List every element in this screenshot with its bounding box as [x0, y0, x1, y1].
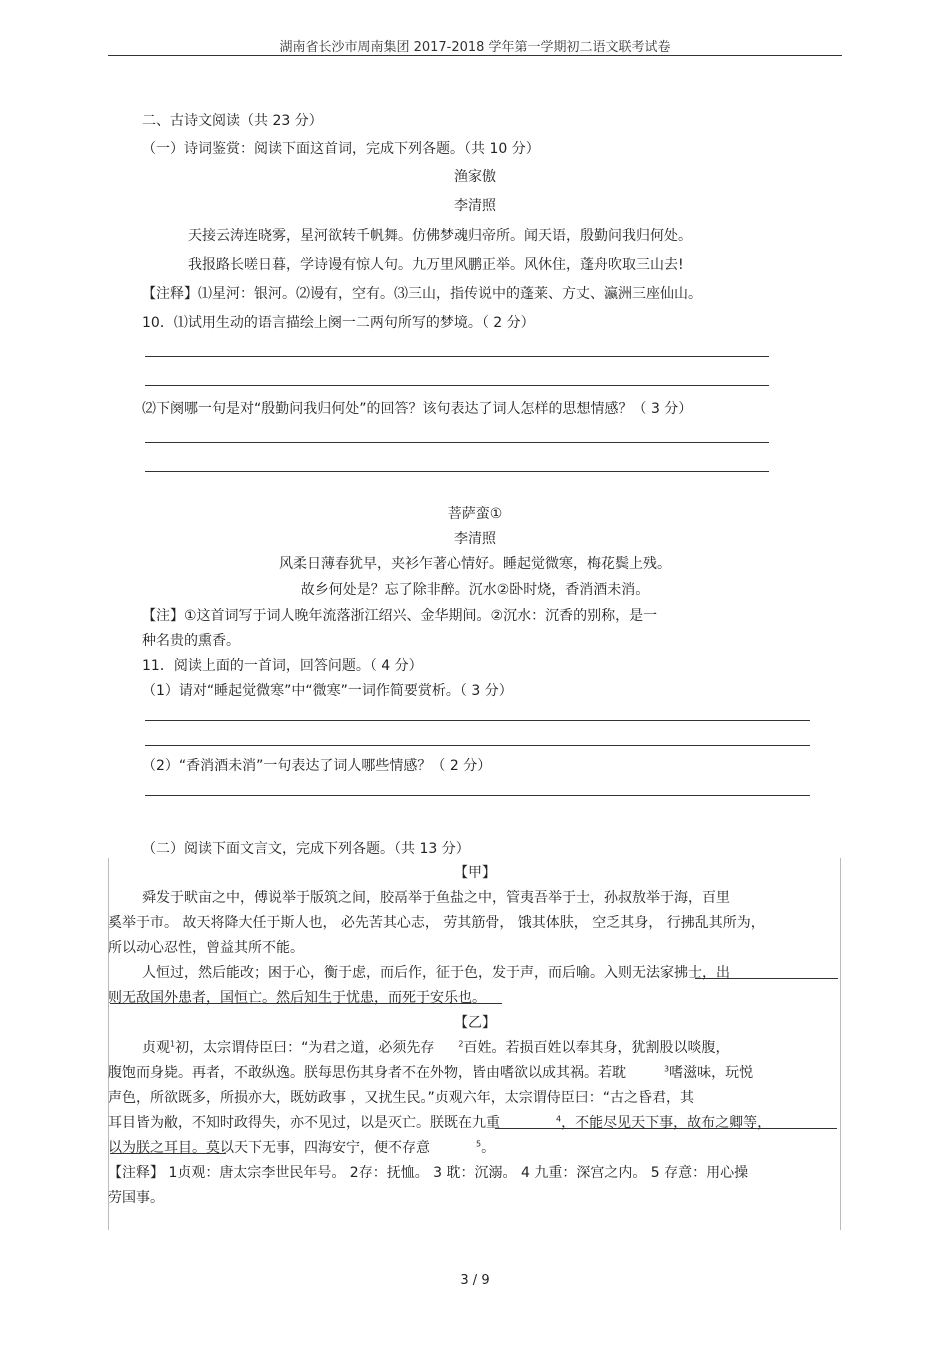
poem1-title: 渔家傲	[454, 169, 496, 185]
passage-yi-note-cont: 劳国事。	[108, 1190, 164, 1206]
poem1-line1: 天接云涛连晓雾，星河欲转千帆舞。仿佛梦魂归帝所。闻天语，殷勤问我归何处。	[188, 228, 692, 244]
answer-line[interactable]	[145, 745, 810, 746]
underline-mark	[695, 978, 838, 979]
poem1-author: 李清照	[454, 198, 496, 214]
question-10-1: 10．⑴试用生动的语言描绘上阕一二两句所写的梦境。（ 2 分）	[142, 315, 535, 331]
section-heading: 二、古诗文阅读（共 23 分）	[142, 113, 323, 129]
part1-heading: （一）诗词鉴赏：阅读下面这首词，完成下列各题。（共 10 分）	[142, 141, 540, 157]
question-11-1: （1）请对“睡起觉微寒”中“微寒”一词作简要赏析。（ 3 分）	[142, 683, 513, 699]
answer-line[interactable]	[145, 795, 810, 796]
answer-line[interactable]	[145, 385, 769, 386]
passage-jia-text: 人恒过，然后能改；困于心，衡于虑，而后作，征于色，发于声，而后喻。入则无法家拂士，出	[142, 965, 730, 981]
passage-jia-text: 舜发于畎亩之中，傅说举于版筑之间，胶鬲举于鱼盐之中，管夷吾举于士，孙叔敖举于海，百里	[142, 890, 730, 906]
page-number: 3 / 9	[460, 1273, 490, 1288]
question-11-2: （2）“香消酒未消”一句表达了词人哪些情感？（ 2 分）	[142, 758, 492, 774]
passage-yi-note: 【注释】 1贞观：唐太宗李世民年号。 2存：抚恤。 3 耽：沉溺。 4 九重：深宫之内。 5 存意：用心操	[108, 1165, 749, 1181]
passage-yi-text: 贞观$^1$初，太宗谓侍臣曰：“为君之道，必须先存 $^2$百姓。若损百姓以奉其身，犹割股以啖腹，	[142, 1039, 730, 1056]
passage-yi-text: 声色，所欲既多，所损亦大，既妨政事 ，又扰生民。”贞观六年，太宗谓侍臣曰：“古之昏君，其	[108, 1090, 694, 1106]
answer-line[interactable]	[145, 471, 769, 472]
answer-line[interactable]	[145, 442, 769, 443]
answer-line[interactable]	[145, 720, 810, 721]
poem2-author: 李清照	[454, 531, 496, 547]
poem2-line1: 风柔日薄春犹早，夹衫乍著心情好。睡起觉微寒，梅花鬓上残。	[279, 556, 671, 572]
passage-jia-text: 则无敌国外患者，国恒亡。然后知生于忧患，而死于安乐也。	[108, 990, 486, 1006]
poem2-note: 【注】①这首词写于词人晚年流落浙江绍兴、金华期间。②沉水：沉香的别称，是一	[142, 608, 658, 624]
poem1-note: 【注释】⑴星河：银河。⑵谩有，空有。⑶三山，指传说中的蓬莱、方丈、瀛洲三座仙山。	[142, 286, 702, 302]
part2-heading: （二）阅读下面文言文，完成下列各题。（共 13 分）	[142, 841, 470, 857]
passage-yi-text: 腹饱而身毙。再者，不敢纵逸。朕每思伤其身者不在外物，皆由嗜欲以成其祸。若耽 $^3$嗜滋味，玩悦	[108, 1064, 754, 1081]
poem1-line2: 我报路长嗟日暮，学诗谩有惊人句。九万里风鹏正举。风休住，蓬舟吹取三山去!	[188, 257, 684, 273]
passage-yi-text: 以为朕之耳目。莫以天下无事，四海安宁，便不存意 $^5$。	[108, 1139, 496, 1156]
passage-jia-label: 【甲】	[454, 865, 496, 881]
poem2-line2: 故乡何处是？忘了除非醉。沉水②卧时烧，香消酒未消。	[300, 582, 650, 598]
page-header: 湖南省长沙市周南集团 2017-2018 学年第一学期初二语文联考试卷	[279, 40, 671, 55]
passage-box-right-border	[840, 858, 841, 1230]
question-10-2: ⑵下阕哪一句是对“殷勤问我归何处”的回答？该句表达了词人怎样的思想情感？（ 3 分）	[142, 401, 693, 417]
poem2-title: 菩萨蛮①	[447, 506, 503, 522]
passage-jia-text: 所以动心忍性，曾益其所不能。	[108, 940, 304, 956]
underline-mark	[110, 1153, 226, 1154]
underline-mark	[495, 1128, 837, 1129]
answer-line[interactable]	[145, 356, 769, 357]
passage-yi-label: 【乙】	[454, 1015, 496, 1031]
underline-mark	[110, 1003, 502, 1004]
passage-jia-text: 奚举于市。 故天将降大任于斯人也， 必先苦其心志， 劳其筋骨， 饿其体肤， 空乏其身， 行拂乱其所为，	[108, 915, 765, 931]
passage-yi-text: 耳目皆为敝，不知时政得失，亦不见过，以是灭亡。朕既在九重 $^4$，不能尽见天下事，故布之卿等，	[108, 1114, 772, 1131]
header-rule	[108, 55, 842, 56]
poem2-note-cont: 种名贵的熏香。	[142, 633, 240, 649]
question-11: 11．阅读上面的一首词，回答问题。（ 4 分）	[142, 658, 423, 674]
